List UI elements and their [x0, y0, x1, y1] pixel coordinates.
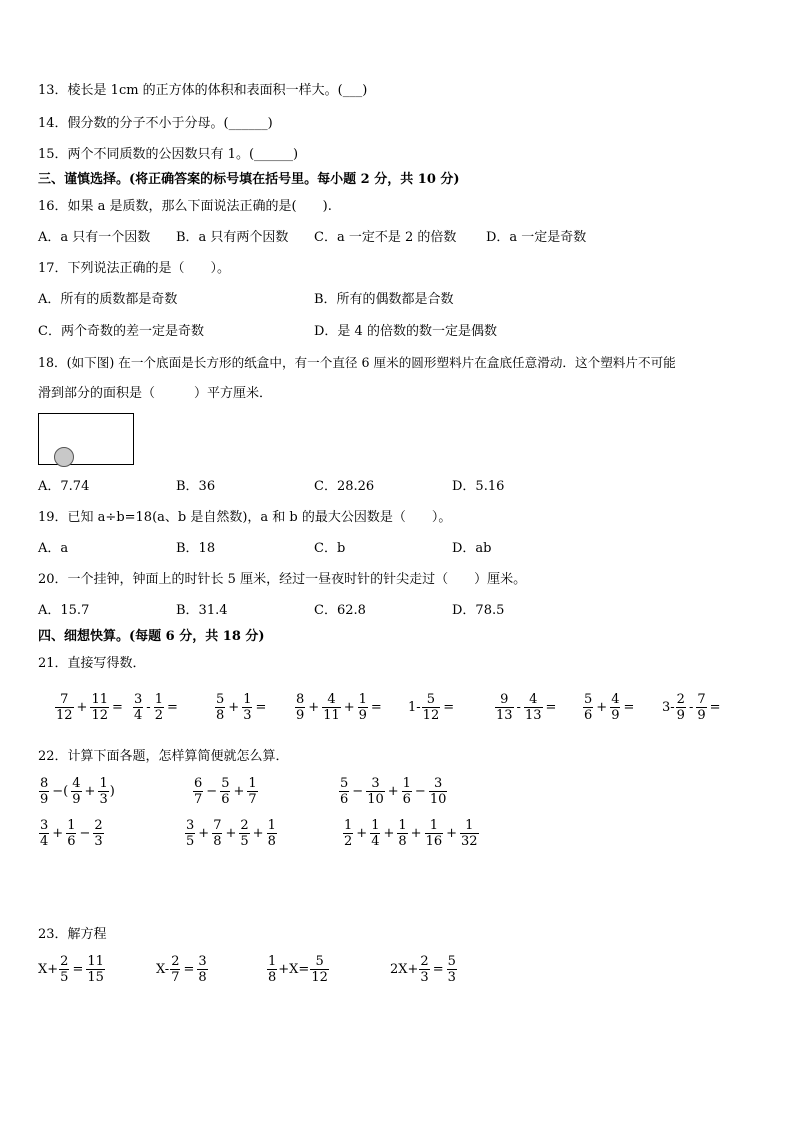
circle-disc-diagram [54, 447, 74, 467]
question-19-option-b: B．18 [176, 541, 216, 556]
q22-expression-1: $\frac{8}{9}$ −( $\frac{4}{9}$ + $\frac{1}{3}$ ) [40, 776, 115, 807]
question-16-stem: 16．如果 a 是质数，那么下面说法正确的是( ). [38, 199, 332, 214]
rectangle-box-diagram [38, 413, 134, 465]
question-13: 13．棱长是 1cm 的正方体的体积和表面积一样大。(___) [38, 83, 368, 98]
question-20-option-a: A．15.7 [38, 603, 90, 618]
q21-expression-4: $\frac{8}{9}$ + $\frac{4}{11}$ + $\frac{1}{9}$ = [296, 692, 382, 723]
question-16-option-c: C．a 一定不是 2 的倍数 [314, 230, 457, 245]
question-20-option-c: C．62.8 [314, 603, 366, 618]
q21-expression-7: $\frac{5}{6}$ + $\frac{4}{9}$ = [584, 692, 635, 723]
question-19-option-c: C．b [314, 541, 346, 556]
question-20-stem: 20．一个挂钟，钟面上的时针长 5 厘米，经过一昼夜时针的针尖走过（ ）厘米。 [38, 572, 527, 587]
section-4-heading: 四、细想快算。(每题 6 分，共 18 分) [38, 629, 265, 644]
q21-expression-5: 1- $\frac{5}{12}$ = [408, 692, 455, 723]
question-18-stem-line1: 18．(如下图) 在一个底面是长方形的纸盒中，有一个直径 6 厘米的圆形塑料片在盒底任意滑动．这个塑料片不可能 [38, 355, 676, 370]
section-3-heading: 三、谨慎选择。(将正确答案的标号填在括号里。每小题 2 分，共 10 分) [38, 172, 460, 187]
question-17-stem: 17．下列说法正确的是（ ）。 [38, 261, 231, 276]
q21-expression-8: 3- $\frac{2}{9}$ - $\frac{7}{9}$ = [662, 692, 721, 723]
q22-expression-2: $\frac{6}{7}$ − $\frac{5}{6}$ + $\frac{1}{7}$ [194, 776, 257, 807]
question-18-option-a: A．7.74 [38, 479, 90, 494]
question-14: 14．假分数的分子不小于分母。(______) [38, 116, 273, 131]
q22-expression-4: $\frac{3}{4}$ + $\frac{1}{6}$ − $\frac{2}{3}$ [40, 818, 103, 849]
question-17-option-a: A．所有的质数都是奇数 [38, 292, 178, 307]
question-19-option-d: D．ab [452, 541, 492, 556]
q22-expression-6: $\frac{1}{2}$ + $\frac{1}{4}$ + $\frac{1}{8}$ + $\frac{1}{16}$ + $\frac{1}{32}$ [344, 818, 478, 849]
q23-equation-3: $\frac{1}{8}$ +X= $\frac{5}{12}$ [268, 954, 328, 985]
question-22-stem: 22．计算下面各题，怎样算简便就怎么算． [38, 749, 289, 764]
q22-expression-3: $\frac{5}{6}$ − $\frac{3}{10}$ + $\frac{1}{6}$ − $\frac{3}{10}$ [340, 776, 447, 807]
q21-expression-3: $\frac{5}{8}$ + $\frac{1}{3}$ = [216, 692, 267, 723]
question-18-option-c: C．28.26 [314, 479, 375, 494]
question-16-option-b: B．a 只有两个因数 [176, 230, 289, 245]
question-18-stem-line2: 滑到部分的面积是（ ）平方厘米． [38, 386, 273, 401]
question-19-stem: 19．已知 a÷b=18(a、b 是自然数)，a 和 b 的最大公因数是（ ）。 [38, 510, 452, 525]
question-18-option-b: B．36 [176, 479, 216, 494]
q21-expression-6: $\frac{9}{13}$ - $\frac{4}{13}$ = [496, 692, 557, 723]
q22-expression-5: $\frac{3}{5}$ + $\frac{7}{8}$ + $\frac{2}{5}$ + $\frac{1}{8}$ [186, 818, 276, 849]
q23-equation-1: X+ $\frac{2}{5}$ = $\frac{11}{15}$ [38, 954, 104, 985]
question-19-option-a: A．a [38, 541, 69, 556]
q23-equation-2: X- $\frac{2}{7}$ = $\frac{3}{8}$ [156, 954, 207, 985]
question-23-stem: 23．解方程 [38, 927, 107, 942]
question-20-option-d: D．78.5 [452, 603, 505, 618]
question-20-option-b: B．31.4 [176, 603, 228, 618]
question-18-option-d: D．5.16 [452, 479, 505, 494]
question-16-option-d: D．a 一定是奇数 [486, 230, 587, 245]
question-17-option-b: B．所有的偶数都是合数 [314, 292, 454, 307]
question-15: 15．两个不同质数的公因数只有 1。(______) [38, 147, 299, 162]
question-17-option-c: C．两个奇数的差一定是奇数 [38, 324, 204, 339]
question-16-option-a: A．a 只有一个因数 [38, 230, 151, 245]
question-17-option-d: D．是 4 的倍数的数一定是偶数 [314, 324, 497, 339]
q23-equation-4: 2X+ $\frac{2}{3}$ = $\frac{5}{3}$ [390, 954, 456, 985]
q21-expression-1: $\frac{7}{12}$ + $\frac{11}{12}$ = [56, 692, 123, 723]
q21-expression-2: $\frac{3}{4}$ - $\frac{1}{2}$ = [134, 692, 178, 723]
question-21-stem: 21．直接写得数． [38, 656, 146, 671]
